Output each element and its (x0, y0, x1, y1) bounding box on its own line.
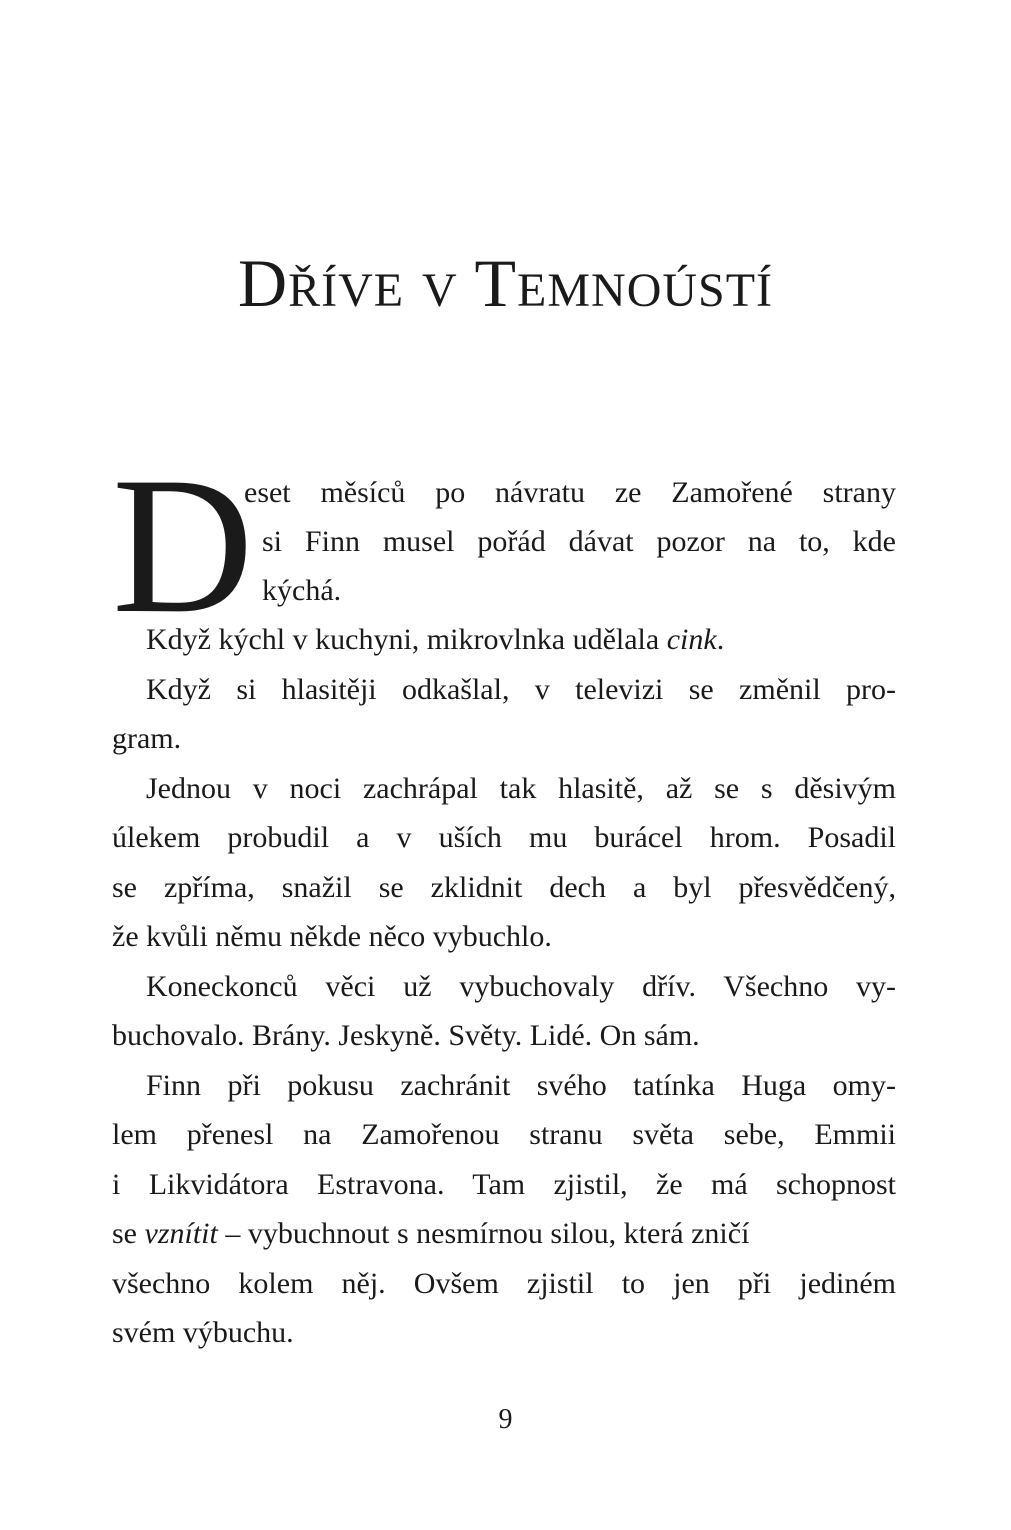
text-run (112, 1217, 749, 1251)
text-line: všechno kolem něj. Ovšem zjistil to jen při jediném (112, 1267, 896, 1300)
text-line: úlekem probudil a v uších mu burácel hrom. Posadil (112, 821, 896, 854)
text-line: Finn při pokusu zachránit svého tatínka Huga omy- (146, 1069, 896, 1102)
page-number: 9 (498, 1404, 513, 1435)
text-run: – vybuchnout s nesmírnou silou, která zničí (217, 1217, 750, 1250)
text-line: že kvůli němu někde něco vybuchlo. (112, 920, 552, 953)
chapter-title: Dříve v Temnoústí (237, 245, 774, 321)
text-line: Jednou v noci zachrápal tak hlasitě, až se s děsivým (146, 772, 896, 805)
text-line: se zpříma, snažil se zklidnit dech a byl přesvědčený, (112, 871, 896, 904)
italic-word: vznítit (144, 1217, 218, 1250)
text-line: buchovalo. Brány. Jeskyně. Světy. Lidé. On sám. (112, 1019, 700, 1052)
text-run: Když kýchl v kuchyni, mikrovlnka udělala (146, 623, 667, 656)
text-line: svém výbuchu. (112, 1316, 294, 1349)
drop-cap: D (112, 437, 254, 654)
italic-word: cink (666, 623, 717, 656)
text-line: si Finn musel pořád dávat pozor na to, kde (262, 525, 896, 558)
text-line: Když si hlasitěji odkašlal, v televizi se změnil pro- (146, 673, 896, 706)
text-line: lem přenesl na Zamořenou stranu světa sebe, Emmii (112, 1118, 896, 1151)
text-line: Koneckonců věci už vybuchovaly dřív. Všechno vy- (146, 970, 896, 1003)
text-line: eset měsíců po návratu ze Zamořené strany (244, 476, 896, 509)
text-line: gram. (112, 722, 182, 755)
text-line (146, 623, 724, 657)
text-run: . (716, 623, 725, 656)
text-line (112, 1217, 896, 1251)
text-run: se (112, 1217, 145, 1250)
text-line: i Likvidátora Estravona. Tam zjistil, že má schopnost (112, 1168, 896, 1201)
text-line: kýchá. (262, 574, 342, 607)
